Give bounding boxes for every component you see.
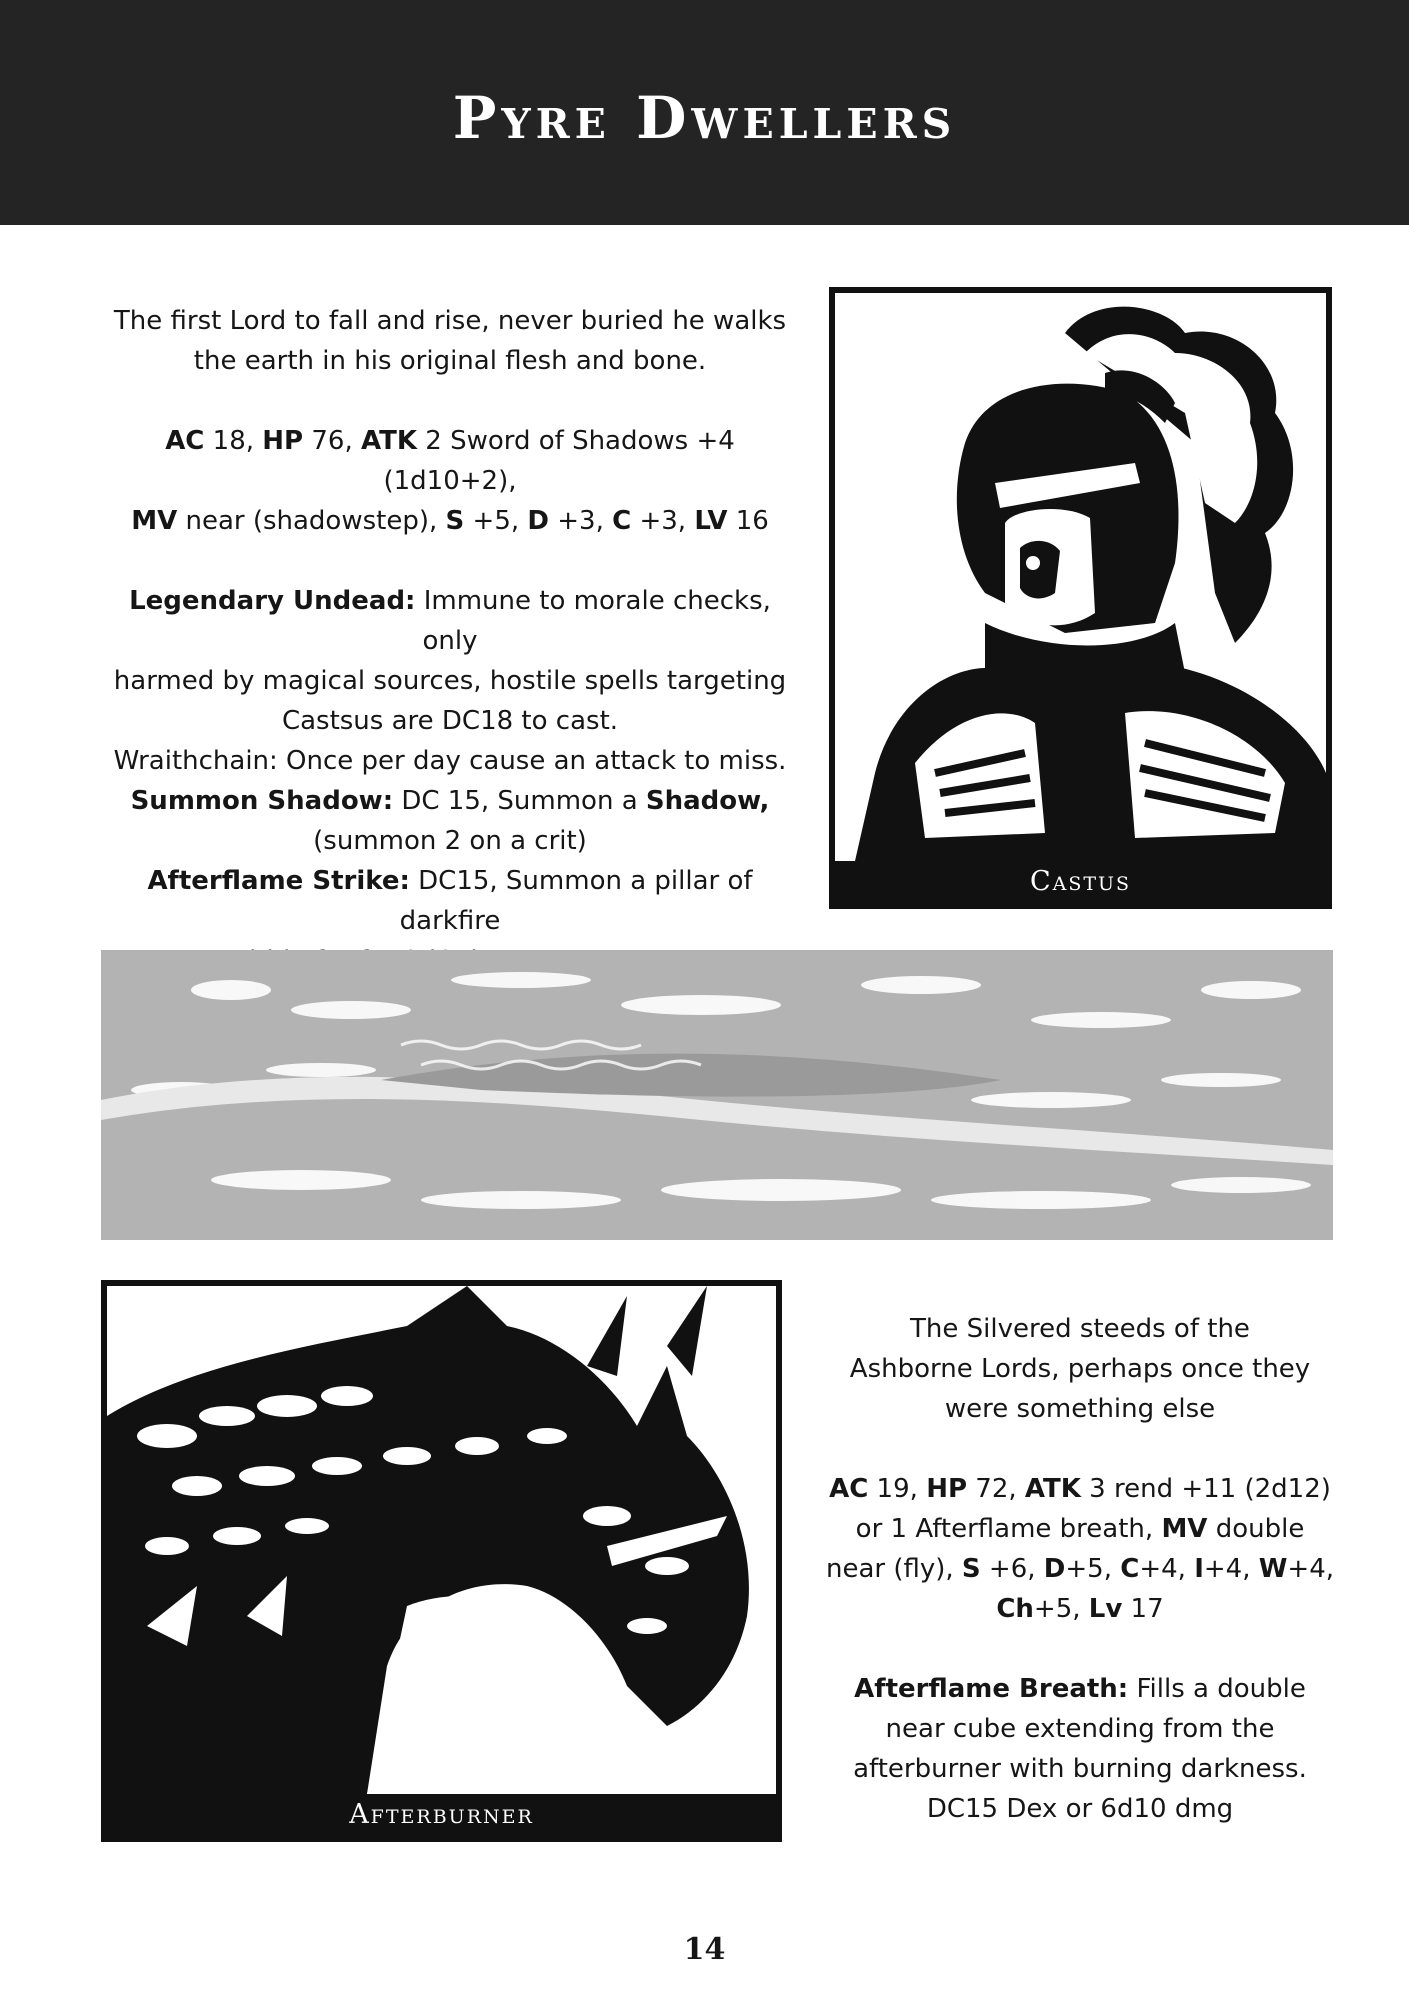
castus-ability-undead: Legendary Undead: Immune to morale checks, only xyxy=(129,586,771,656)
afterburner-stats-line: Ch+5, Lv 17 xyxy=(996,1594,1164,1624)
castus-stats-line: MV near (shadowstep), S +5, D +3, C +3, LV 16 xyxy=(131,506,769,536)
afterburner-stat-block xyxy=(820,1309,1340,1829)
afterburner-stats-line: AC 19, HP 72, ATK 3 rend +11 (2d12) xyxy=(829,1474,1331,1504)
castus-intro-line: The first Lord to fall and rise, never buried he walks xyxy=(113,306,787,336)
serpent-engraving-illustration xyxy=(101,950,1333,1240)
afterburner-intro-line: Ashborne Lords, perhaps once they xyxy=(849,1354,1311,1384)
afterburner-caption: Afterburner xyxy=(349,1799,534,1830)
decorative-banner-image xyxy=(101,950,1333,1240)
afterburner-ability-breath: Afterflame Breath: Fills a double xyxy=(854,1674,1306,1704)
page-header xyxy=(0,0,1409,225)
afterburner-ability-line: afterburner with burning darkness. xyxy=(853,1754,1307,1784)
castus-intro-line: the earth in his original flesh and bone. xyxy=(193,346,707,376)
castus-ability-summon: Summon Shadow: DC 15, Summon a Shadow, xyxy=(130,786,770,816)
afterburner-portrait-frame xyxy=(101,1280,782,1842)
afterburner-intro-line: were something else xyxy=(944,1394,1216,1424)
castus-ability-line: harmed by magical sources, hostile spells targeting xyxy=(113,666,787,696)
castus-stats-line: AC 18, HP 76, ATK 2 Sword of Shadows +4 (1d10+2), xyxy=(165,426,735,496)
page-number: 14 xyxy=(683,1932,726,1967)
afterburner-ability-line: near cube extending from the xyxy=(885,1714,1275,1744)
afterburner-stats-line: near (fly), S +6, D+5, C+4, I+4, W+4, xyxy=(825,1554,1335,1584)
castus-caption: Castus xyxy=(1029,866,1132,897)
castus-portrait-frame xyxy=(829,287,1332,909)
castus-stat-block xyxy=(100,301,800,981)
castus-ability-line: (summon 2 on a crit) xyxy=(313,826,587,856)
afterburner-ability-line: DC15 Dex or 6d10 dmg xyxy=(926,1794,1234,1824)
dragon-illustration xyxy=(107,1286,776,1794)
afterburner-intro-line: The Silvered steeds of the xyxy=(910,1314,1250,1344)
afterburner-stats-line: or 1 Afterflame breath, MV double xyxy=(855,1514,1305,1544)
knight-illustration xyxy=(835,293,1326,861)
castus-ability-line: Castsus are DC18 to cast. xyxy=(281,706,619,736)
afterburner-portrait-image xyxy=(107,1286,776,1794)
castus-ability-wraithchain: Wraithchain: Once per day cause an attack to miss. xyxy=(113,746,787,776)
castus-ability-strike: Afterflame Strike: DC15, Summon a pillar of darkfire xyxy=(147,866,753,936)
castus-portrait-image xyxy=(835,293,1326,861)
page-title: Pyre Dwellers xyxy=(452,83,957,152)
